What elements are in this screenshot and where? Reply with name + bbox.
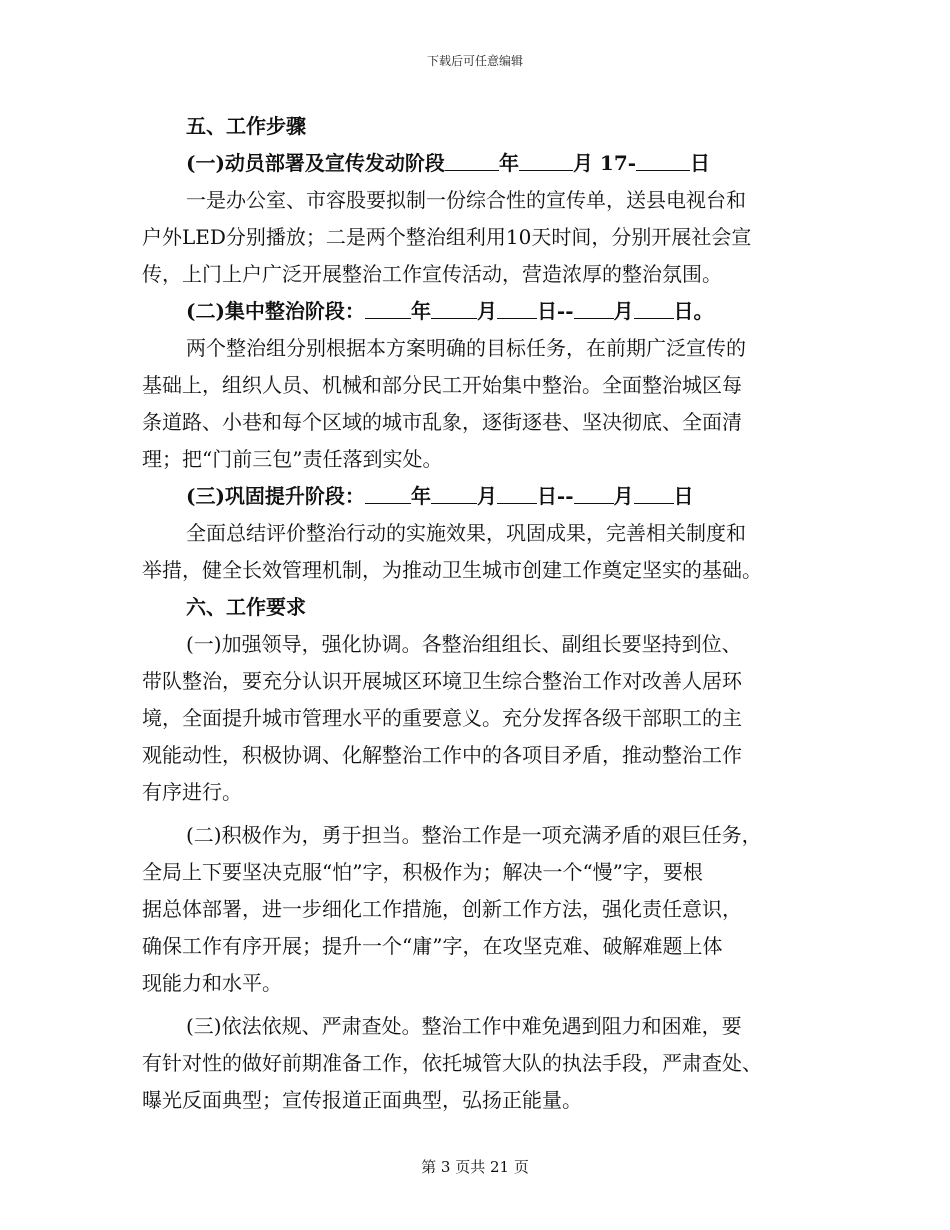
page-header: 下载后可任意编辑 — [426, 54, 523, 68]
month-blank — [519, 152, 573, 171]
paragraph-line: (一)加强领导，强化协调。各整治组组长、副组长要坚持到位、 — [186, 632, 742, 656]
paragraph-line: 传，上门上户广泛开展整治工作宣传活动，营造浓厚的整治氛围。 — [142, 262, 722, 286]
paragraph-line: 全面总结评价整治行动的实施效果，巩固成果，完善相关制度和 — [186, 521, 746, 545]
day-blank — [636, 152, 690, 171]
day-label: 日-- — [536, 484, 574, 508]
day-blank — [634, 300, 674, 319]
paragraph-line: 一是办公室、市容股要拟制一份综合性的宣传单，送县电视台和 — [186, 188, 746, 212]
month-blank — [574, 300, 614, 319]
month-blank — [574, 485, 614, 504]
paragraph-line: 据总体部署，进一步细化工作措施，创新工作方法，强化责任意识， — [142, 897, 742, 921]
stage-2-prefix: (二)集中整治阶段： — [186, 299, 365, 323]
stage-2-heading — [142, 293, 806, 330]
month-blank — [431, 300, 477, 319]
paragraph-line: (三)依法依规、严肃查处。整治工作中难免遇到阻力和困难，要 — [186, 1014, 742, 1038]
month-blank — [431, 485, 477, 504]
stage-1-heading — [142, 145, 806, 182]
day-label: 日 — [690, 151, 711, 175]
day-blank — [634, 485, 674, 504]
paragraph-line: 境，全面提升城市管理水平的重要意义。充分发挥各级干部职工的主 — [142, 706, 742, 730]
paragraph-line: 观能动性，积极协调、化解整治工作中的各项目矛盾，推动整治工作 — [142, 743, 742, 767]
paragraph-line: 全局上下要坚决克服“怕”字，积极作为；解决一个“慢”字，要根 — [142, 860, 703, 884]
paragraph-line: (二)积极作为，勇于担当。整治工作是一项充满矛盾的艰巨任务， — [186, 823, 762, 847]
year-label: 年 — [410, 299, 431, 323]
section-6-title: 六、工作要求 — [186, 595, 306, 619]
day-blank — [497, 485, 537, 504]
year-label: 年 — [410, 484, 431, 508]
month-label: 月 — [476, 484, 497, 508]
year-blank — [365, 485, 411, 504]
paragraph-line: 有序进行。 — [142, 780, 242, 804]
year-blank — [365, 300, 411, 319]
stage-3-heading — [142, 478, 806, 515]
paragraph-line: 带队整治，要充分认识开展城区环境卫生综合整治工作对改善人居环 — [142, 669, 742, 693]
day-label: 日 — [673, 484, 694, 508]
year-label: 年 — [498, 151, 519, 175]
paragraph-line: 现能力和水平。 — [142, 971, 282, 995]
year-blank — [445, 152, 499, 171]
paragraph-line: 确保工作有序开展；提升一个“庸”字，在攻坚克难、破解难题上体 — [142, 934, 723, 958]
paragraph-line: 条道路、小巷和每个区域的城市乱象，逐街逐巷、坚决彻底、全面清 — [142, 410, 742, 434]
month-day-label: 月 17- — [572, 151, 637, 175]
day-label: 日。 — [673, 299, 714, 323]
day-blank — [497, 300, 537, 319]
paragraph-line: 举措，健全长效管理机制，为推动卫生城市创建工作奠定坚实的基础。 — [142, 558, 762, 582]
month-label: 月 — [613, 299, 634, 323]
paragraph-line: 理；把“门前三包”责任落到实处。 — [142, 447, 443, 471]
paragraph-line: 户外LED分别播放；二是两个整治组利用10天时间，分别开展社会宣 — [142, 225, 752, 249]
page-number: 第 3 页共 21 页 — [421, 1158, 529, 1176]
stage-1-prefix: (一)动员部署及宣传发动阶段 — [186, 151, 445, 175]
month-label: 月 — [613, 484, 634, 508]
paragraph-line: 两个整治组分别根据本方案明确的目标任务，在前期广泛宣传的 — [186, 336, 746, 360]
paragraph-line: 基础上，组织人员、机械和部分民工开始集中整治。全面整治城区每 — [142, 373, 742, 397]
paragraph-line: 有针对性的做好前期准备工作，依托城管大队的执法手段，严肃查处、 — [142, 1051, 762, 1075]
stage-3-prefix: (三)巩固提升阶段： — [186, 484, 365, 508]
paragraph-line: 曝光反面典型；宣传报道正面典型，弘扬正能量。 — [142, 1088, 582, 1112]
day-label: 日-- — [536, 299, 574, 323]
month-label: 月 — [476, 299, 497, 323]
document-body — [142, 108, 806, 1119]
section-5-title: 五、工作步骤 — [186, 114, 306, 138]
